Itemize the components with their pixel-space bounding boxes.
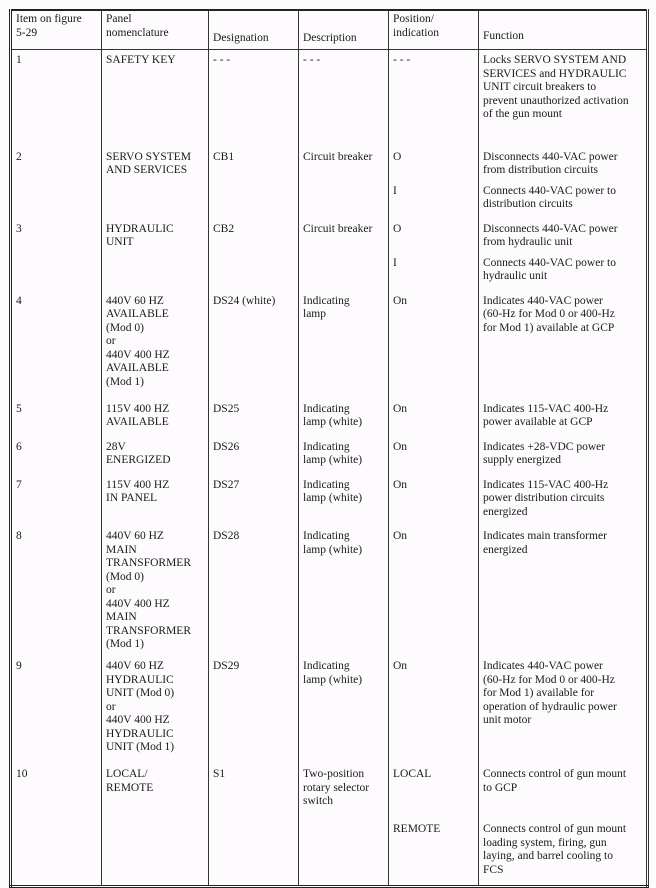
nomenclature-line: AVAILABLE bbox=[106, 308, 169, 320]
cell-item bbox=[11, 219, 102, 291]
cell-designation bbox=[209, 399, 299, 437]
table-body bbox=[11, 50, 648, 887]
nomenclature-line: SAFETY KEY bbox=[106, 54, 176, 66]
cell-description bbox=[299, 764, 389, 886]
cell-item bbox=[11, 764, 102, 886]
table-row bbox=[11, 399, 648, 437]
position-entry bbox=[393, 151, 474, 185]
nomenclature-line: HYDRAULIC bbox=[106, 222, 174, 235]
cell-item bbox=[11, 147, 102, 219]
position-value: LOCAL bbox=[393, 768, 432, 780]
function-entry bbox=[483, 185, 642, 219]
cell-description bbox=[299, 291, 389, 399]
description-line: lamp (white) bbox=[303, 543, 363, 556]
nomenclature-line: UNIT (Mod 0) bbox=[106, 687, 175, 699]
cell-designation bbox=[209, 219, 299, 291]
function-line: UNIT circuit breakers to bbox=[483, 81, 597, 93]
position-entry bbox=[393, 768, 474, 823]
cell-description bbox=[299, 50, 389, 147]
cell-description bbox=[299, 219, 389, 291]
item-number: 4 bbox=[16, 294, 22, 307]
function-line: operation of hydraulic power bbox=[483, 700, 617, 713]
cell-nomenclature bbox=[102, 219, 209, 291]
cell-item bbox=[11, 291, 102, 399]
function-entry bbox=[483, 530, 642, 564]
nomenclature-line: LOCAL/ bbox=[106, 768, 148, 780]
item-number: 6 bbox=[16, 440, 22, 453]
position-entry bbox=[393, 823, 474, 884]
nomenclature-line: MAIN bbox=[106, 543, 137, 556]
cell-nomenclature bbox=[102, 437, 209, 475]
cell-nomenclature bbox=[102, 50, 209, 147]
function-line: prevent unauthorized activation bbox=[483, 94, 629, 107]
description-line: Circuit breaker bbox=[303, 150, 373, 163]
function-entry bbox=[483, 768, 642, 823]
header-position-line1: Position/ bbox=[393, 13, 434, 25]
table-row bbox=[11, 526, 648, 656]
header-nomenclature bbox=[102, 10, 209, 50]
cell-nomenclature bbox=[102, 764, 209, 886]
cell-item bbox=[11, 656, 102, 764]
function-entry bbox=[483, 295, 642, 343]
nomenclature-line: 28V bbox=[106, 440, 126, 453]
description-line: switch bbox=[303, 795, 334, 807]
description-line: Indicating bbox=[303, 478, 350, 491]
nomenclature-line: (Mod 1) bbox=[106, 638, 145, 650]
header-item-line1: Item on figure bbox=[16, 13, 82, 25]
function-line: Indicates 440-VAC power bbox=[483, 660, 603, 672]
description-line: lamp (white) bbox=[303, 454, 363, 466]
function-line: SERVICES and HYDRAULIC bbox=[483, 67, 627, 80]
position-entry bbox=[393, 441, 474, 475]
nomenclature-line: 440V 60 HZ bbox=[106, 660, 164, 672]
description-line: lamp (white) bbox=[303, 416, 363, 428]
nomenclature-line: IN PANEL bbox=[106, 492, 158, 504]
designation-value: DS29 bbox=[213, 660, 240, 672]
table-header bbox=[11, 10, 648, 50]
item-number: 3 bbox=[16, 222, 22, 235]
description-line: - - - bbox=[303, 54, 321, 66]
nomenclature-line: or bbox=[106, 700, 116, 713]
function-line: Indicates main transformer bbox=[483, 530, 607, 542]
table-row bbox=[11, 50, 648, 147]
header-position-line2: indication bbox=[393, 26, 439, 39]
position-entry bbox=[393, 295, 474, 343]
description-line: lamp bbox=[303, 308, 326, 320]
function-line: energized bbox=[483, 505, 528, 518]
cell-item bbox=[11, 475, 102, 527]
header-item bbox=[11, 10, 102, 50]
table-row bbox=[11, 437, 648, 475]
function-entry bbox=[483, 257, 642, 291]
function-entry bbox=[483, 823, 642, 884]
header-description: Description bbox=[299, 10, 389, 50]
function-line: Indicates 115-VAC 400-Hz bbox=[483, 402, 609, 415]
designation-value: S1 bbox=[213, 768, 226, 780]
header-nomenclature-line1: Panel bbox=[106, 13, 132, 25]
description-line: rotary selector bbox=[303, 781, 370, 794]
item-number: 9 bbox=[16, 660, 22, 672]
function-line: Disconnects 440-VAC power bbox=[483, 150, 618, 163]
position-value: I bbox=[393, 256, 397, 269]
designation-value: - - - bbox=[213, 54, 231, 66]
header-item-line2: 5-29 bbox=[16, 26, 38, 39]
position-entry bbox=[393, 54, 474, 129]
function-line: unit motor bbox=[483, 714, 532, 726]
item-number: 2 bbox=[16, 150, 22, 163]
nomenclature-line: 440V 400 HZ bbox=[106, 348, 170, 361]
description-line: Indicating bbox=[303, 530, 350, 542]
position-value: On bbox=[393, 530, 408, 542]
cell-description bbox=[299, 656, 389, 764]
cell-function bbox=[479, 764, 648, 886]
nomenclature-line: (Mod 1) bbox=[106, 375, 145, 388]
cell-description bbox=[299, 437, 389, 475]
description-line: Circuit breaker bbox=[303, 222, 373, 235]
function-line: from hydraulic unit bbox=[483, 236, 573, 248]
function-line: loading system, firing, gun bbox=[483, 836, 607, 849]
position-entry bbox=[393, 185, 474, 219]
table-row bbox=[11, 656, 648, 764]
cell-position bbox=[389, 475, 479, 527]
cell-designation bbox=[209, 764, 299, 886]
cell-function bbox=[479, 475, 648, 527]
function-line: to GCP bbox=[483, 781, 518, 794]
cell-position bbox=[389, 147, 479, 219]
function-line: (60-Hz for Mod 0 or 400-Hz bbox=[483, 673, 615, 686]
function-line: Indicates 115-VAC 400-Hz bbox=[483, 478, 609, 491]
cell-nomenclature bbox=[102, 399, 209, 437]
nomenclature-line: AVAILABLE bbox=[106, 362, 169, 374]
function-line: (60-Hz for Mod 0 or 400-Hz bbox=[483, 308, 615, 320]
position-value: REMOTE bbox=[393, 823, 441, 835]
function-line: supply energized bbox=[483, 454, 562, 466]
item-number: 8 bbox=[16, 530, 22, 542]
header-nomenclature-line2: nomenclature bbox=[106, 26, 169, 39]
designation-value: DS26 bbox=[213, 440, 240, 453]
nomenclature-line: AND SERVICES bbox=[106, 164, 188, 176]
cell-nomenclature bbox=[102, 656, 209, 764]
function-line: hydraulic unit bbox=[483, 270, 548, 282]
cell-item bbox=[11, 399, 102, 437]
function-line: Locks SERVO SYSTEM AND bbox=[483, 54, 627, 66]
nomenclature-line: MAIN bbox=[106, 611, 137, 623]
nomenclature-line: (Mod 0) bbox=[106, 321, 145, 334]
cell-function bbox=[479, 291, 648, 399]
cell-designation bbox=[209, 526, 299, 656]
table-row bbox=[11, 475, 648, 527]
description-line: Indicating bbox=[303, 402, 350, 415]
description-line: Indicating bbox=[303, 294, 350, 307]
function-entry bbox=[483, 479, 642, 527]
table-row bbox=[11, 291, 648, 399]
description-line: Two-position bbox=[303, 768, 365, 780]
designation-value: DS28 bbox=[213, 530, 240, 542]
cell-position bbox=[389, 399, 479, 437]
function-line: Connects control of gun mount bbox=[483, 823, 627, 835]
cell-nomenclature bbox=[102, 147, 209, 219]
description-line: lamp (white) bbox=[303, 673, 363, 686]
nomenclature-line: 440V 60 HZ bbox=[106, 530, 164, 542]
nomenclature-line: 115V 400 HZ bbox=[106, 402, 170, 415]
position-value: - - - bbox=[393, 54, 411, 66]
function-line: FCS bbox=[483, 863, 504, 876]
cell-function bbox=[479, 526, 648, 656]
cell-function bbox=[479, 147, 648, 219]
cell-description bbox=[299, 399, 389, 437]
item-number: 7 bbox=[16, 478, 22, 491]
designation-value: DS25 bbox=[213, 402, 240, 415]
cell-function bbox=[479, 50, 648, 147]
position-value: O bbox=[393, 150, 402, 163]
function-entry bbox=[483, 403, 642, 437]
cell-position bbox=[389, 219, 479, 291]
position-value: O bbox=[393, 222, 402, 235]
cell-description bbox=[299, 526, 389, 656]
function-line: power available at GCP bbox=[483, 416, 593, 428]
position-value: On bbox=[393, 440, 408, 453]
cell-position bbox=[389, 50, 479, 147]
function-entry bbox=[483, 223, 642, 257]
designation-value: DS27 bbox=[213, 478, 240, 491]
nomenclature-line: REMOTE bbox=[106, 781, 154, 794]
description-line: Indicating bbox=[303, 660, 350, 672]
position-entry bbox=[393, 530, 474, 564]
cell-designation bbox=[209, 291, 299, 399]
nomenclature-line: or bbox=[106, 335, 116, 347]
function-line: Disconnects 440-VAC power bbox=[483, 222, 618, 235]
nomenclature-line: ENERGIZED bbox=[106, 454, 171, 466]
cell-nomenclature bbox=[102, 475, 209, 527]
cell-position bbox=[389, 437, 479, 475]
function-line: distribution circuits bbox=[483, 198, 573, 210]
designation-value: CB1 bbox=[213, 150, 235, 163]
nomenclature-line: HYDRAULIC bbox=[106, 673, 174, 686]
cell-position bbox=[389, 526, 479, 656]
cell-position bbox=[389, 656, 479, 764]
cell-position bbox=[389, 764, 479, 886]
position-value: On bbox=[393, 402, 408, 415]
designation-value: CB2 bbox=[213, 222, 235, 235]
position-value: I bbox=[393, 184, 397, 197]
position-entry bbox=[393, 403, 474, 437]
nomenclature-line: 440V 400 HZ bbox=[106, 597, 170, 610]
function-entry bbox=[483, 151, 642, 185]
position-value: On bbox=[393, 294, 408, 307]
cell-item bbox=[11, 437, 102, 475]
position-entry bbox=[393, 479, 474, 527]
position-value: On bbox=[393, 478, 408, 491]
function-line: for Mod 1) available at GCP bbox=[483, 321, 615, 334]
cell-item bbox=[11, 50, 102, 147]
nomenclature-line: AVAILABLE bbox=[106, 416, 169, 428]
nomenclature-line: (Mod 0) bbox=[106, 570, 145, 583]
nomenclature-line: 115V 400 HZ bbox=[106, 478, 170, 491]
cell-designation bbox=[209, 475, 299, 527]
function-line: from distribution circuits bbox=[483, 164, 598, 176]
function-line: Indicates +28-VDC power bbox=[483, 440, 606, 453]
nomenclature-line: UNIT bbox=[106, 236, 134, 248]
position-entry bbox=[393, 257, 474, 291]
function-line: for Mod 1) available for bbox=[483, 687, 595, 699]
nomenclature-line: or bbox=[106, 584, 116, 596]
controls-indicators-table bbox=[9, 9, 649, 888]
nomenclature-line: SERVO SYSTEM bbox=[106, 150, 192, 163]
cell-position bbox=[389, 291, 479, 399]
cell-designation bbox=[209, 147, 299, 219]
function-line: Indicates 440-VAC power bbox=[483, 294, 603, 307]
function-line: Connects 440-VAC power to bbox=[483, 184, 616, 197]
position-entry bbox=[393, 660, 474, 735]
table-row bbox=[11, 219, 648, 291]
cell-description bbox=[299, 147, 389, 219]
nomenclature-line: TRANSFORMER bbox=[106, 557, 191, 569]
nomenclature-line: TRANSFORMER bbox=[106, 624, 191, 637]
nomenclature-line: 440V 400 HZ bbox=[106, 714, 170, 726]
designation-value: DS24 (white) bbox=[213, 294, 276, 307]
function-entry bbox=[483, 441, 642, 475]
description-line: Indicating bbox=[303, 440, 350, 453]
nomenclature-line: UNIT (Mod 1) bbox=[106, 741, 175, 753]
cell-nomenclature bbox=[102, 526, 209, 656]
item-number: 1 bbox=[16, 54, 22, 66]
nomenclature-line: HYDRAULIC bbox=[106, 727, 174, 740]
header-position bbox=[389, 10, 479, 50]
nomenclature-line: 440V 60 HZ bbox=[106, 294, 164, 307]
item-number: 10 bbox=[16, 768, 28, 780]
cell-function bbox=[479, 399, 648, 437]
item-number: 5 bbox=[16, 402, 22, 415]
cell-nomenclature bbox=[102, 291, 209, 399]
position-value: On bbox=[393, 660, 408, 672]
function-line: power distribution circuits bbox=[483, 492, 605, 504]
cell-designation bbox=[209, 50, 299, 147]
position-entry bbox=[393, 223, 474, 257]
function-line: of the gun mount bbox=[483, 108, 562, 120]
table-row bbox=[11, 764, 648, 886]
cell-function bbox=[479, 656, 648, 764]
cell-function bbox=[479, 219, 648, 291]
cell-item bbox=[11, 526, 102, 656]
description-line: lamp (white) bbox=[303, 492, 363, 504]
cell-function bbox=[479, 437, 648, 475]
function-entry bbox=[483, 660, 642, 735]
cell-designation bbox=[209, 656, 299, 764]
cell-designation bbox=[209, 437, 299, 475]
header-function: Function bbox=[479, 10, 648, 50]
function-line: energized bbox=[483, 543, 528, 556]
function-line: Connects 440-VAC power to bbox=[483, 256, 616, 269]
header-designation: Designation bbox=[209, 10, 299, 50]
function-entry bbox=[483, 54, 642, 129]
function-line: laying, and barrel cooling to bbox=[483, 850, 613, 862]
cell-description bbox=[299, 475, 389, 527]
table-row bbox=[11, 147, 648, 219]
function-line: Connects control of gun mount bbox=[483, 768, 627, 780]
